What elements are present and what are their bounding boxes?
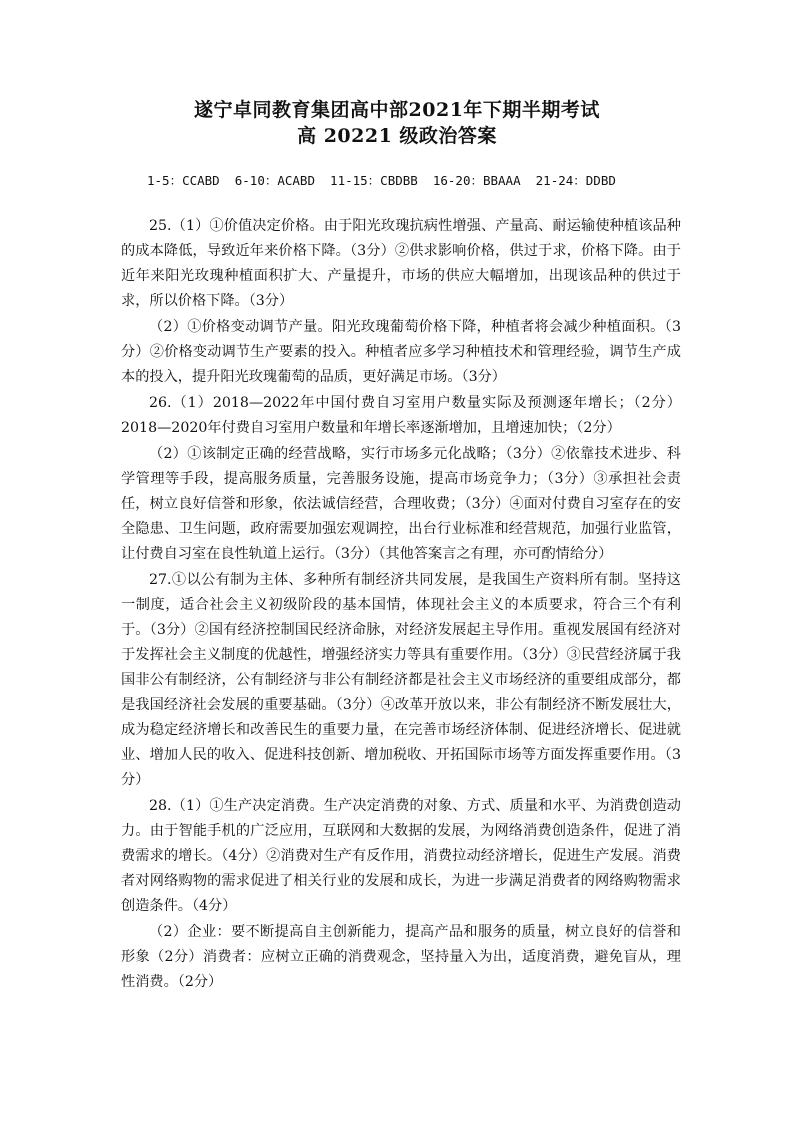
- answer-28-part-2: （2）企业：要不断提高自主创新能力，提高产品和服务的质量，树立良好的信誉和形象（2分）消费者：应树立正确的消费观念，坚持量入为出，适度消费，避免盲从，理性消费。（2分）: [121, 924, 681, 990]
- answer-28-part-1: 28.（1）①生产决定消费。生产决定消费的对象、方式、质量和水平、为消费创造动力。由于智能手机的广泛应用，互联网和大数据的发展，为网络消费创造条件，促进了消费需求的增长。（4分）②消费对生产有反作用，消费拉动经济增长，促进生产发展。消费者对网络购物的需求促进了相关行业的发展和成长，为进一步满足消费者的网络购物需求创造条件。（4分）: [121, 798, 681, 914]
- multiple-choice-answer-key: 1-5：CCABD 6-10：ACABD 11-15：CBDBB 16-20：BBAAA 21-24：DDBD: [147, 173, 616, 188]
- answer-25-part-2: （2）①价格变动调节产量。阳光玫瑰葡萄价格下降，种植者将会减少种植面积。（3分）②价格变动调节生产要素的投入。种植者应多学习种植技术和管理经验，调节生产成本的投入，提升阳光玫瑰葡萄的品质，更好满足市场。（3分）: [121, 319, 681, 385]
- document-subtitle: 高 20221 级政治答案: [297, 125, 497, 147]
- document-title: 遂宁卓同教育集团高中部2021年下期半期考试: [194, 99, 600, 121]
- answer-26-part-2: （2）①该制定正确的经营战略，实行市场多元化战略；（3分）②依靠技术进步、科学管理等手段，提高服务质量，完善服务设施，提高市场竞争力；（3分）③承担社会责任，树立良好信誉和形象，依法诚信经营，合理收费；（3分）④面对付费自习室存在的安全隐患、卫生问题，政府需要加强宏观调控，出台行业标准和经营规范，加强行业监管，让付费自习室在良性轨道上运行。（3分）（其他答案言之有理，亦可酌情给分）: [121, 446, 681, 562]
- answer-26-part-1: 26.（1）2018—2022年中国付费自习室用户数量实际及预测逐年增长；（2分）2018—2020年付费自习室用户数量和年增长率逐渐增加，且增速加快；（2分）: [121, 395, 681, 436]
- answer-27: 27.①以公有制为主体、多种所有制经济共同发展，是我国生产资料所有制。坚持这一制度，适合社会主义初级阶段的基本国情，体现社会主义的本质要求，符合三个有利于。（3分）②国有经济控制国民经济命脉，对经济发展起主导作用。重视发展国有经济对于发挥社会主义制度的优越性，增强经济实力等具有重要作用。（3分）③民营经济属于我国非公有制经济，公有制经济与非公有制经济都是社会主义市场经济的重要组成部分，都是我国经济社会发展的重要基础。（3分）④改革开放以来，非公有制经济不断发展壮大，成为稳定经济增长和改善民生的重要力量，在完善市场经济体制、促进经济增长、促进就业、增加人民的收入、促进科技创新、增加税收、开拓国际市场等方面发挥重要作用。（3分）: [121, 572, 681, 788]
- answer-25-part-1: 25.（1）①价值决定价格。由于阳光玫瑰抗病性增强、产量高、耐运输使种植该品种的成本降低，导致近年来价格下降。（3分）②供求影响价格，供过于求，价格下降。由于近年来阳光玫瑰种植面积扩大、产量提升，市场的供应大幅增加，出现该品种的供过于求，所以价格下降。（3分）: [121, 218, 681, 309]
- answer-body: [121, 214, 681, 996]
